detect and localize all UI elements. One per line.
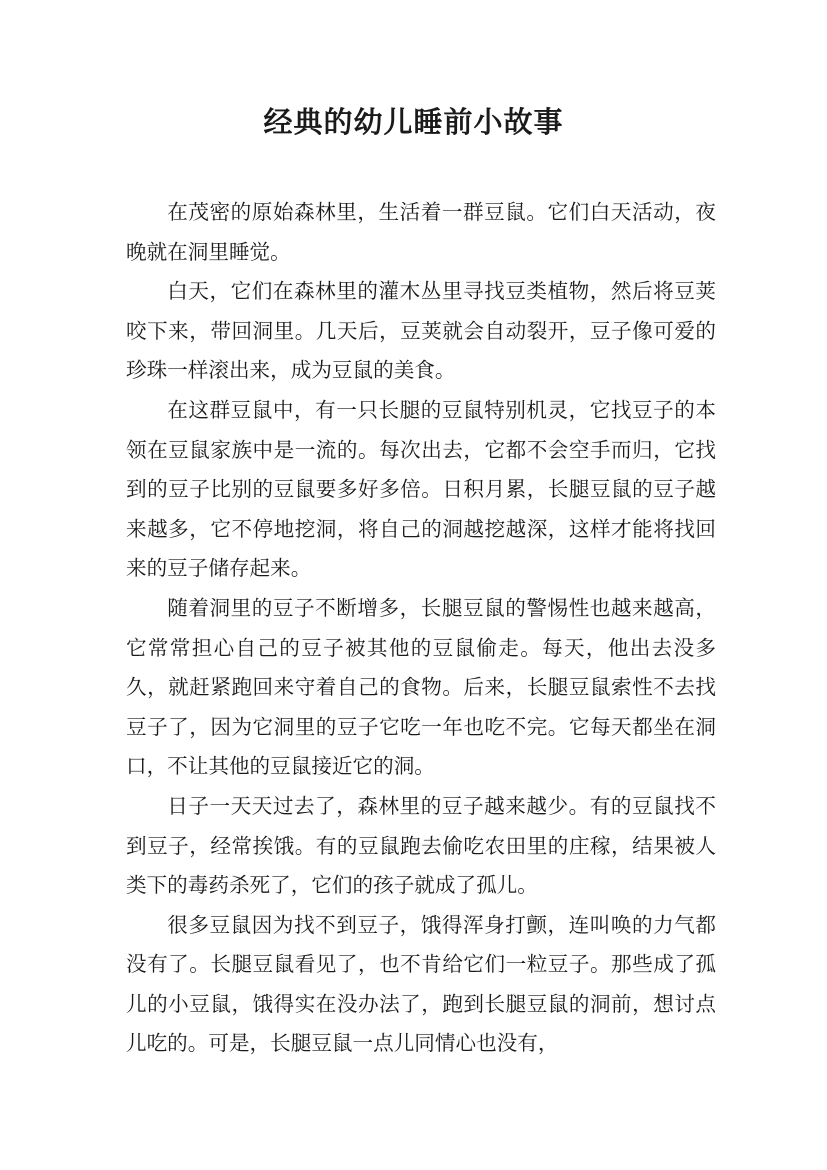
document-title: 经典的幼儿睡前小故事 [263, 105, 564, 139]
paragraph: 在茂密的原始森林里，生活着一群豆鼠。它们白天活动，夜晚就在洞里睡觉。 [126, 200, 716, 264]
paragraph: 白天，它们在森林里的灌木丛里寻找豆类植物，然后将豆荚咬下来，带回洞里。几天后，豆荚就会自动裂开，豆子像可爱的珍珠一样滚出来，成为豆鼠的美食。 [126, 279, 716, 383]
paragraph: 日子一天天过去了，森林里的豆子越来越少。有的豆鼠找不到豆子，经常挨饿。有的豆鼠跑去偷吃农田里的庄稼，结果被人类下的毒药杀死了，它们的孩子就成了孤儿。 [126, 793, 716, 898]
paragraph: 在这群豆鼠中，有一只长腿的豆鼠特别机灵，它找豆子的本领在豆鼠家族中是一流的。每次出去，它都不会空手而归，它找到的豆子比别的豆鼠要多好多倍。日积月累，长腿豆鼠的豆子越来越多，它不停地挖洞，将自己的洞越挖越深，这样才能将找回来的豆子储存起来。 [126, 397, 716, 581]
paragraph: 随着洞里的豆子不断增多，长腿豆鼠的警惕性也越来越高，它常常担心自己的豆子被其他的豆鼠偷走。每天，他出去没多久，就赶紧跑回来守着自己的食物。后来，长腿豆鼠索性不去找豆子了，因为它洞里的豆子它吃一年也吃不完。它每天都坐在洞口，不让其他的豆鼠接近它的洞。 [126, 595, 716, 779]
paragraph: 很多豆鼠因为找不到豆子，饿得浑身打颤，连叫唤的力气都没有了。长腿豆鼠看见了，也不肯给它们一粒豆子。那些成了孤儿的小豆鼠，饿得实在没办法了，跑到长腿豆鼠的洞前，想讨点儿吃的。可是，长腿豆鼠一点儿同情心也没有， [126, 912, 716, 1056]
document-body [126, 193, 716, 1064]
